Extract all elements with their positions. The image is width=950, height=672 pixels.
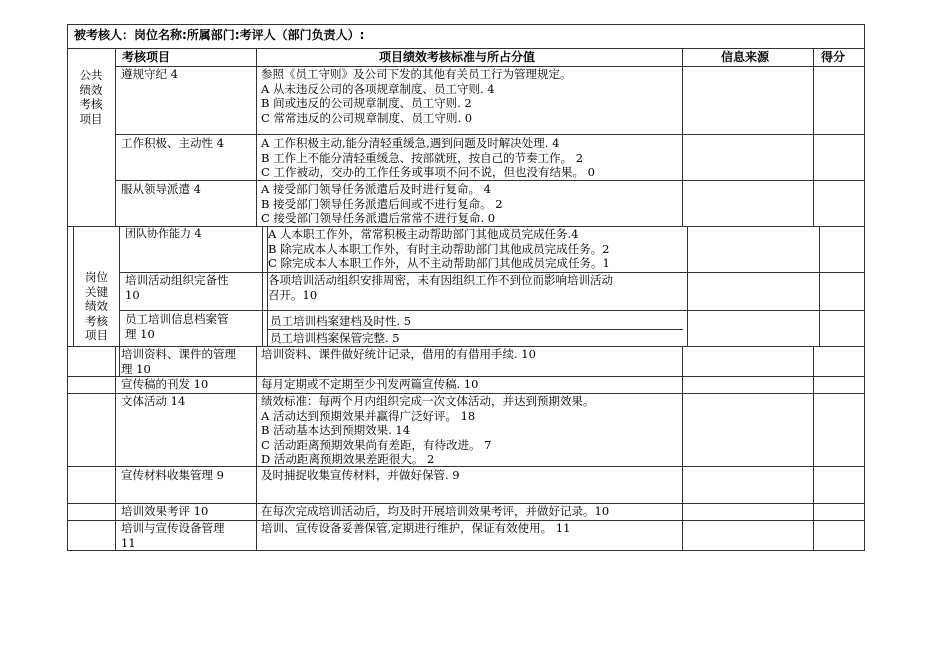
table-row-criteria: 参照《员工守则》及公司下发的其他有关员工行为管理规定。 A 从未违反公司的各项规章制度、员工守则. 4 B 间或违反的公司规章制度、员工守则. 2 C 常常违反的公司规章制度、员工守则. 0 bbox=[261, 67, 572, 125]
table-row-item: 员工培训信息档案管 理 10 bbox=[125, 312, 229, 341]
table-row-criteria: 培训、宣传设备妥善保管,定期进行维护，保证有效使用。 11 bbox=[261, 521, 571, 535]
table-row-item: 宣传稿的刊发 10 bbox=[121, 377, 209, 391]
table-row-item: 宣传材料收集管理 9 bbox=[121, 468, 224, 482]
table-row-item: 培训与宣传设备管理 11 bbox=[121, 521, 225, 550]
table-row-item: 培训效果考评 10 bbox=[121, 504, 209, 518]
category-key: 岗位 关键 绩效 考核 项目 bbox=[85, 270, 108, 342]
table-row-item: 培训资料、课件的管理 理 10 bbox=[121, 347, 236, 376]
column-header-item: 考核项目 bbox=[122, 50, 171, 64]
table-row-criteria: 及时捕捉收集宣传材料，并做好保管. 9 bbox=[261, 468, 460, 482]
table-row-item: 文体活动 14 bbox=[121, 394, 186, 408]
table-row-item: 服从领导派遣 4 bbox=[121, 182, 201, 196]
evaluation-table bbox=[67, 24, 865, 551]
table-row-criteria: A 工作积极主动,能分清轻重缓急,遇到问题及时解决处理. 4 B 工作上不能分清轻重缓急、按部就班，按自己的节奏工作。 2 C 工作被动，交办的工作任务或事项不问不说，但也没有结果。 0 bbox=[261, 136, 595, 179]
category-public: 公共 绩效 考核 项目 bbox=[79, 68, 103, 126]
table-row-criteria: 各项培训活动组织安排周密，未有因组织工作不到位而影响培训活动 召开。10 bbox=[268, 273, 613, 302]
table-row-criteria: 员工培训档案建档及时性. 5 员工培训档案保管完整. 5 bbox=[270, 314, 412, 345]
table-row-item: 遵规守纪 4 bbox=[121, 67, 178, 81]
table-row-criteria: 每月定期或不定期至少刊发两篇宣传稿. 10 bbox=[261, 377, 479, 391]
table-row-criteria: A 人本职工作外，常常积极主动帮助部门其他成员完成任务.4 B 除完成本人本职工作外，有时主动帮助部门其他成员完成任务。2 C 除完成本人本职工作外，从不主动帮助部门其他成员完成任务。1 bbox=[268, 227, 610, 270]
table-row-criteria: 绩效标准：每两个月内组织完成一次文体活动，并达到预期效果。 A 活动达到预期效果并赢得广泛好评。 18 B 活动基本达到预期效果. 14 C 活动距离预期效果尚有差距，有待改进。 7 D 活动距离预期效果差距很大。 2 bbox=[261, 394, 595, 466]
column-header-standard: 项目绩效考核标准与所占分值 bbox=[379, 50, 536, 64]
column-header-score: 得分 bbox=[821, 50, 846, 64]
header-line: 被考核人：岗位名称:所属部门:考评人（部门负责人）: bbox=[74, 28, 365, 42]
table-row-criteria: A 接受部门领导任务派遣后及时进行复命。 4 B 接受部门领导任务派遣后间或不进行复命。 2 C 接受部门领导任务派遣后常常不进行复命. 0 bbox=[261, 182, 503, 225]
table-row-item: 工作积极、主动性 4 bbox=[121, 136, 224, 150]
column-header-source: 信息来源 bbox=[721, 50, 770, 64]
table-row-item: 团队协作能力 4 bbox=[125, 227, 202, 240]
table-row-criteria: 在每次完成培训活动后，均及时开展培训效果考评，并做好记录。10 bbox=[261, 504, 610, 518]
table-row-item: 培训活动组织完备性 10 bbox=[125, 273, 229, 302]
table-row-criteria: 培训资料、课件做好统计记录，借用的有借用手续. 10 bbox=[261, 347, 536, 361]
